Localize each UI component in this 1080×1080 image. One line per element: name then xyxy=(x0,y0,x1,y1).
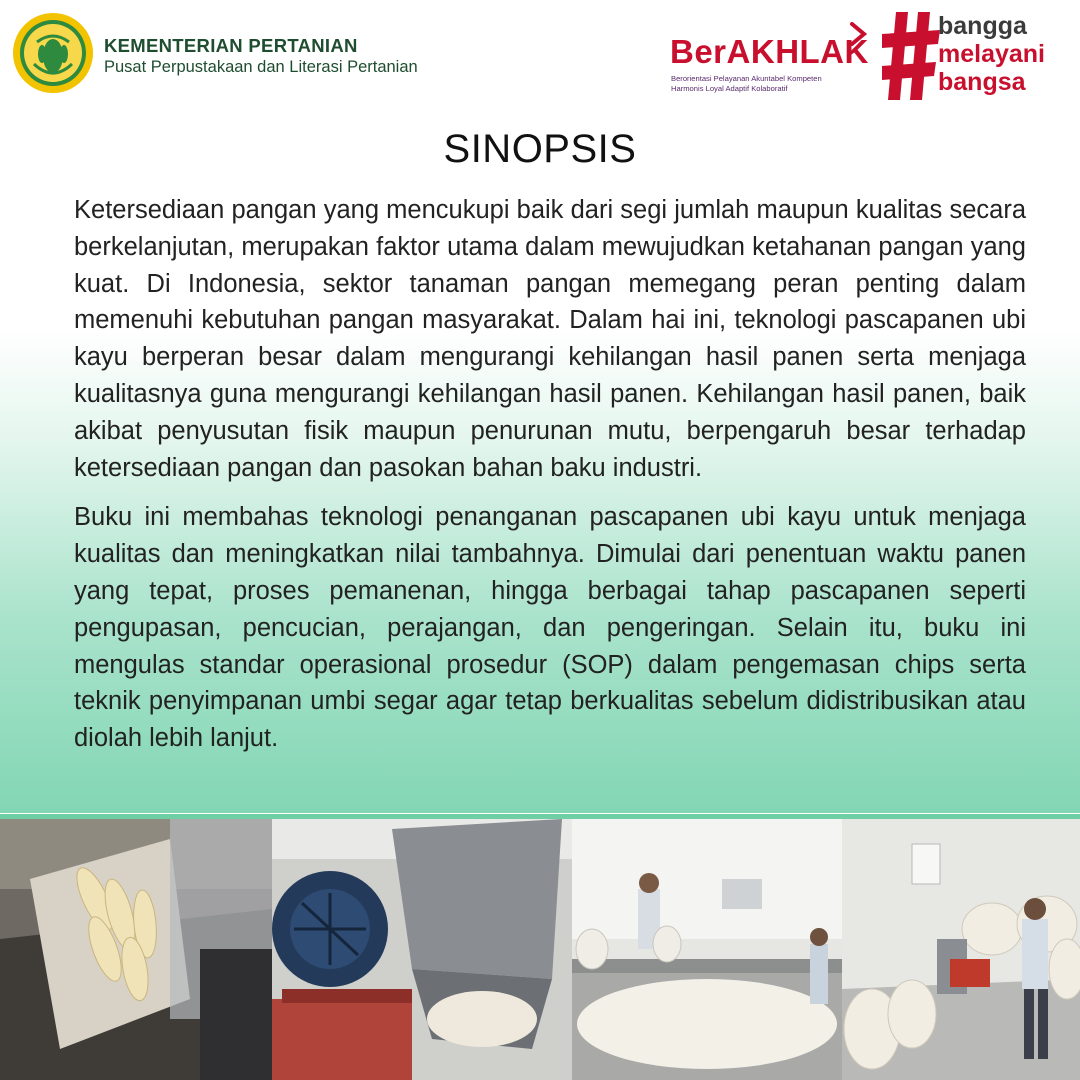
berakhlak-tagline xyxy=(671,74,822,93)
slogan-line2: melayani xyxy=(938,40,1046,68)
header xyxy=(0,0,1080,110)
ministry-name: KEMENTERIAN PERTANIAN xyxy=(104,35,358,56)
synopsis-paragraph-1: Ketersediaan pangan yang mencukupi baik dari segi jumlah maupun kualitas secara berkelanjutan, merupakan faktor utama dalam mewujudkan ketahanan pangan yang kuat. Di Indonesia, sektor tanaman pangan memegang peran penting dalam memenuhi kebutuhan pangan masyarakat. Dalam hai ini, teknologi pascapanen ubi kayu berperan besar dalam mengurangi kehilangan hasil panen serta menjaga kualitasnya guna mengurangi kehilangan hasil panen. Kehilangan hasil panen, baik akibat penyusutan fisik maupun penurunan mutu, berpengaruh besar terhadap ketersediaan pangan dan pasokan bahan baku industri. xyxy=(74,196,1026,482)
photo-slicing-machine xyxy=(272,819,572,1080)
slogan-line1: bangga xyxy=(938,12,1027,40)
kementan-seal-logo xyxy=(12,12,94,94)
photo-washing-cassava xyxy=(0,819,272,1080)
berakhlak-word: BerAKHLAK xyxy=(670,33,869,70)
berakhlak-tagline-line2: Harmonis Loyal Adaptif Kolaboratif xyxy=(671,83,788,93)
page-title: SINOPSIS xyxy=(443,127,637,171)
berakhlak-logo xyxy=(668,18,873,98)
synopsis-body xyxy=(74,192,1026,770)
chevron-right-icon xyxy=(848,22,870,46)
berakhlak-tagline-line1: Berorientasi Pelayanan Akuntabel Kompeten xyxy=(671,74,822,83)
photo-packing-area xyxy=(842,819,1080,1080)
hashtag-icon xyxy=(882,10,940,102)
photo-drying-room xyxy=(572,819,842,1080)
slogan-words xyxy=(934,12,1045,96)
photo-strip xyxy=(0,819,1080,1080)
slogan-logo xyxy=(882,10,1072,102)
ministry-block xyxy=(104,35,418,77)
ministry-unit: Pusat Perpustakaan dan Literasi Pertanian xyxy=(104,58,418,76)
slogan-line3: bangsa xyxy=(938,68,1026,96)
synopsis-paragraph-2: Buku ini membahas teknologi penanganan pascapanen ubi kayu untuk menjaga kualitas dan meningkatkan nilai tambahnya. Dimulai dari penentuan waktu panen yang tepat, proses pemanenan, hingga berbagai tahap pascapanen seperti pengupasan, pencucian, perajangan, dan pengeringan. Selain itu, buku ini mengulas standar operasional prosedur (SOP) dalam pengemasan chips serta teknik penyimpanan umbi segar agar tetap berkualitas sebelum didistribusikan atau diolah lebih lanjut. xyxy=(74,503,1026,753)
